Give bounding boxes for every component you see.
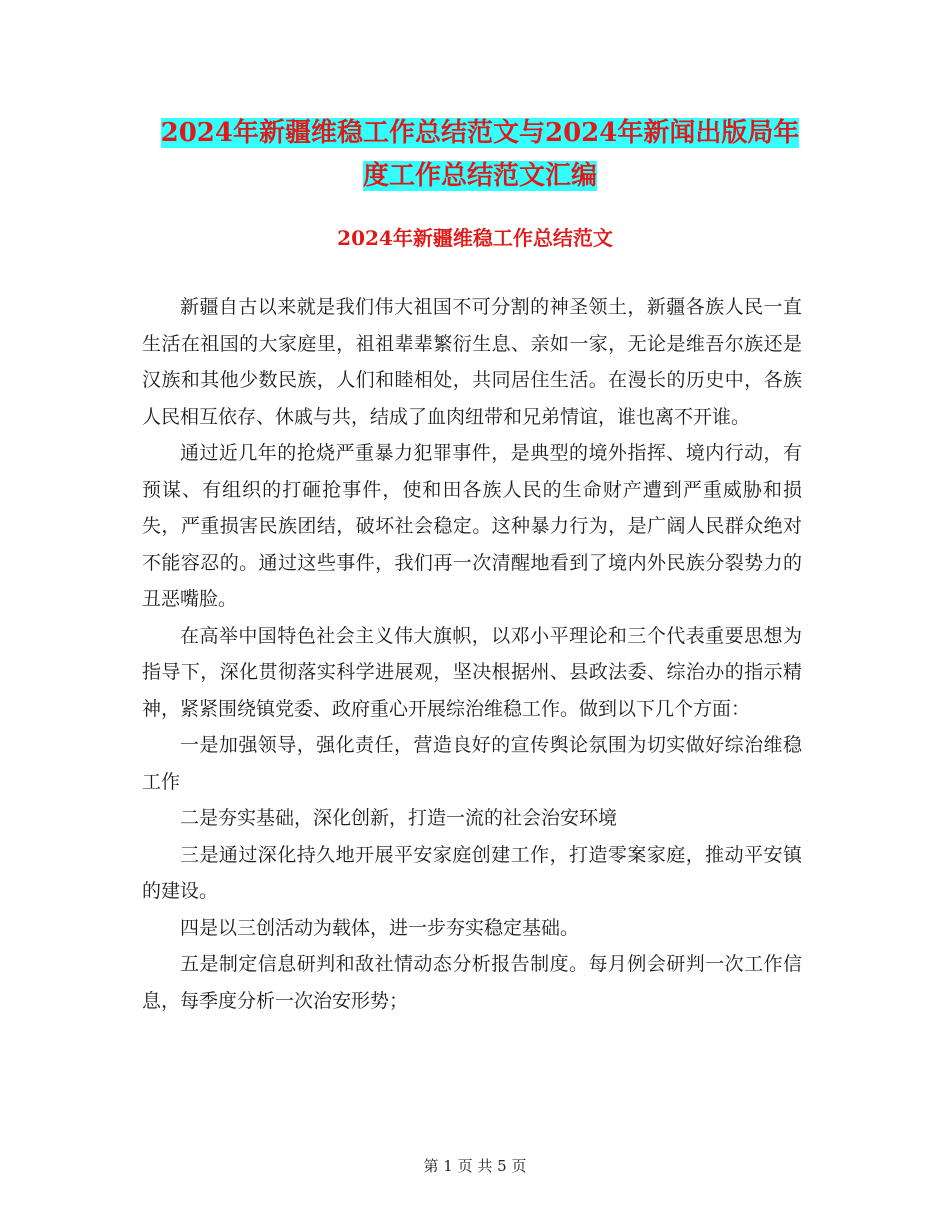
page-footer: 第 1 页 共 5 页 <box>423 1157 527 1175</box>
paragraph: 在高举中国特色社会主义伟大旗帜，以邓小平理论和三个代表重要思想为指导下，深化贯彻落实科学进展观，坚决根据州、县政法委、综治办的指示精神，紧紧围绕镇党委、政府重心开展综治维稳工作。做到以下几个方面： <box>142 624 802 720</box>
title-highlight-1: 2024年新疆维稳工作总结范文与2024年新闻出版局年 <box>160 118 800 148</box>
paragraph: 一是加强领导，强化责任，营造良好的宣传舆论氛围为切实做好综治维稳工作 <box>142 734 802 793</box>
document-body <box>142 289 802 1019</box>
document-title-line-2 <box>130 153 830 199</box>
title-highlight-2: 度工作总结范文汇编 <box>362 161 597 191</box>
paragraph: 新疆自古以来就是我们伟大祖国不可分割的神圣领土，新疆各族人民一直生活在祖国的大家庭里，祖祖辈辈繁衍生息、亲如一家，无论是维吾尔族还是汉族和其他少数民族，人们和睦相处，共同居住生活。在漫长的历史中，各族人民相互依存、休戚与共，结成了血肉纽带和兄弟情谊，谁也离不开谁。 <box>142 296 802 428</box>
paragraph: 二是夯实基础，深化创新，打造一流的社会治安环境 <box>180 807 618 829</box>
paragraph: 四是以三创活动为载体，进一步夯实稳定基础。 <box>180 916 580 939</box>
paragraph: 通过近几年的抢烧严重暴力犯罪事件，是典型的境外指挥、境内行动，有预谋、有组织的打砸抢事件，使和田各族人民的生命财产遭到严重威胁和损失，严重损害民族团结，破坏社会稳定。这种暴力行为，是广阔人民群众绝对不能容忍的。通过这些事件，我们再一次清醒地看到了境内外民族分裂势力的丑恶嘴脸。 <box>142 442 802 610</box>
section-title: 2024年新疆维稳工作总结范文 <box>337 226 613 250</box>
document-title-line-1 <box>130 110 830 156</box>
paragraph: 五是制定信息研判和敌社情动态分析报告制度。每月例会研判一次工作信息，每季度分析一次治安形势； <box>142 953 802 1012</box>
paragraph: 三是通过深化持久地开展平安家庭创建工作，打造零案家庭，推动平安镇的建设。 <box>142 843 802 902</box>
